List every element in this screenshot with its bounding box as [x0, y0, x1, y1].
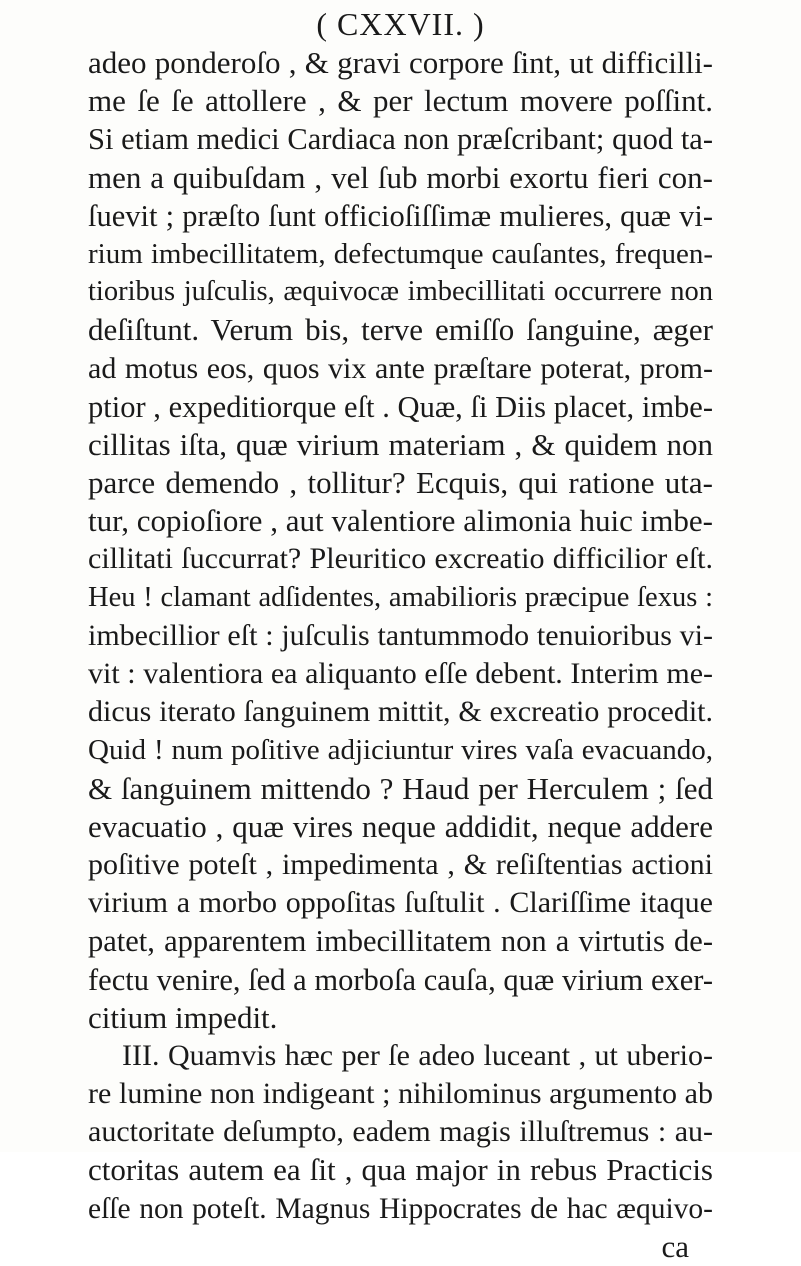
text-line: adeo ponderoſo , & gravi corpore ſint, ut difficilli-: [88, 45, 713, 80]
text-line: eſſe non poteſt. Magnus Hippocrates de hac æquivo-: [88, 1192, 713, 1225]
text-line: ctoritas autem ea ſit , qua major in rebus Practicis: [88, 1152, 713, 1188]
text-line: cillitas iſta, quæ virium materiam , & quidem non: [88, 426, 713, 462]
text-line: rium imbecillitatem, defectumque cauſantes, frequen-: [88, 237, 713, 270]
text-line: ptior , expeditiorque eſt . Quæ, ſi Diis placet, imbe-: [88, 389, 713, 424]
text-line: imbecillior eſt : juſculis tantummodo tenuioribus vi-: [88, 618, 713, 652]
text-line: deſiſtunt. Verum bis, terve emiſſo ſanguine, æger: [88, 312, 713, 348]
text-line: evacuatio , quæ vires neque addidit, neque addere: [88, 808, 713, 844]
text-line: Heu ! clamant adſidentes, amabilioris præcipue ſexus :: [88, 581, 713, 613]
text-line: dicus iterato ſanguinem mittit, & excreatio procedit.: [88, 695, 713, 729]
text-line: re lumine non indigeant ; nihilominus argumento ab: [88, 1077, 713, 1111]
text-line: Si etiam medici Cardiaca non præſcribant; quod ta-: [88, 122, 713, 157]
text-line: parce demendo , tollitur? Ecquis, qui ratione uta-: [88, 465, 713, 501]
catchword: ca: [661, 1228, 689, 1264]
text-line: ad motus eos, quos vix ante præſtare poterat, prom-: [88, 351, 713, 385]
text-line: virium a morbo oppoſitas ſuſtulit . Clariſſime itaque: [88, 886, 713, 920]
text-line: cillitati ſuccurrat? Pleuritico excreatio difficilior eſt.: [88, 542, 713, 576]
text-line: auctoritate deſumpto, eadem magis illuſtremus : au-: [88, 1115, 713, 1149]
page-header: ( CXXVII. ): [316, 6, 485, 42]
text-line: & ſanguinem mittendo ? Haud per Herculem ; ſed: [88, 770, 713, 806]
text-line: fectu venire, ſed a morboſa cauſa, quæ virium exer-: [88, 962, 713, 997]
text-line: ſuevit ; præſto ſunt officioſiſſimæ mulieres, quæ vi-: [88, 198, 713, 233]
text-line: poſitive poteſt , impedimenta , & reſiſtentias actioni: [88, 847, 713, 881]
text-line: III. Quamvis hæc per ſe adeo luceant , ut uberio-: [122, 1038, 713, 1072]
text-line: men a quibuſdam , vel ſub morbi exortu fieri con-: [88, 159, 713, 195]
text-line: tur, copioſiore , aut valentiore alimonia huic imbe-: [88, 503, 713, 539]
text-line: vit : valentiora ea aliquanto eſſe debent. Interim me-: [88, 657, 713, 690]
text-line: me ſe ſe attollere , & per lectum movere poſſint.: [88, 83, 713, 119]
text-line: Quid ! num poſitive adjiciuntur vires vaſa evacuando,: [88, 734, 713, 767]
text-line: citium impedit.: [88, 999, 278, 1035]
text-line: patet, apparentem imbecillitatem non a virtutis de-: [88, 924, 713, 959]
body-text: [88, 44, 713, 1266]
text-line: tioribus juſculis, æquivocæ imbecillitati occurrere non: [88, 276, 713, 308]
